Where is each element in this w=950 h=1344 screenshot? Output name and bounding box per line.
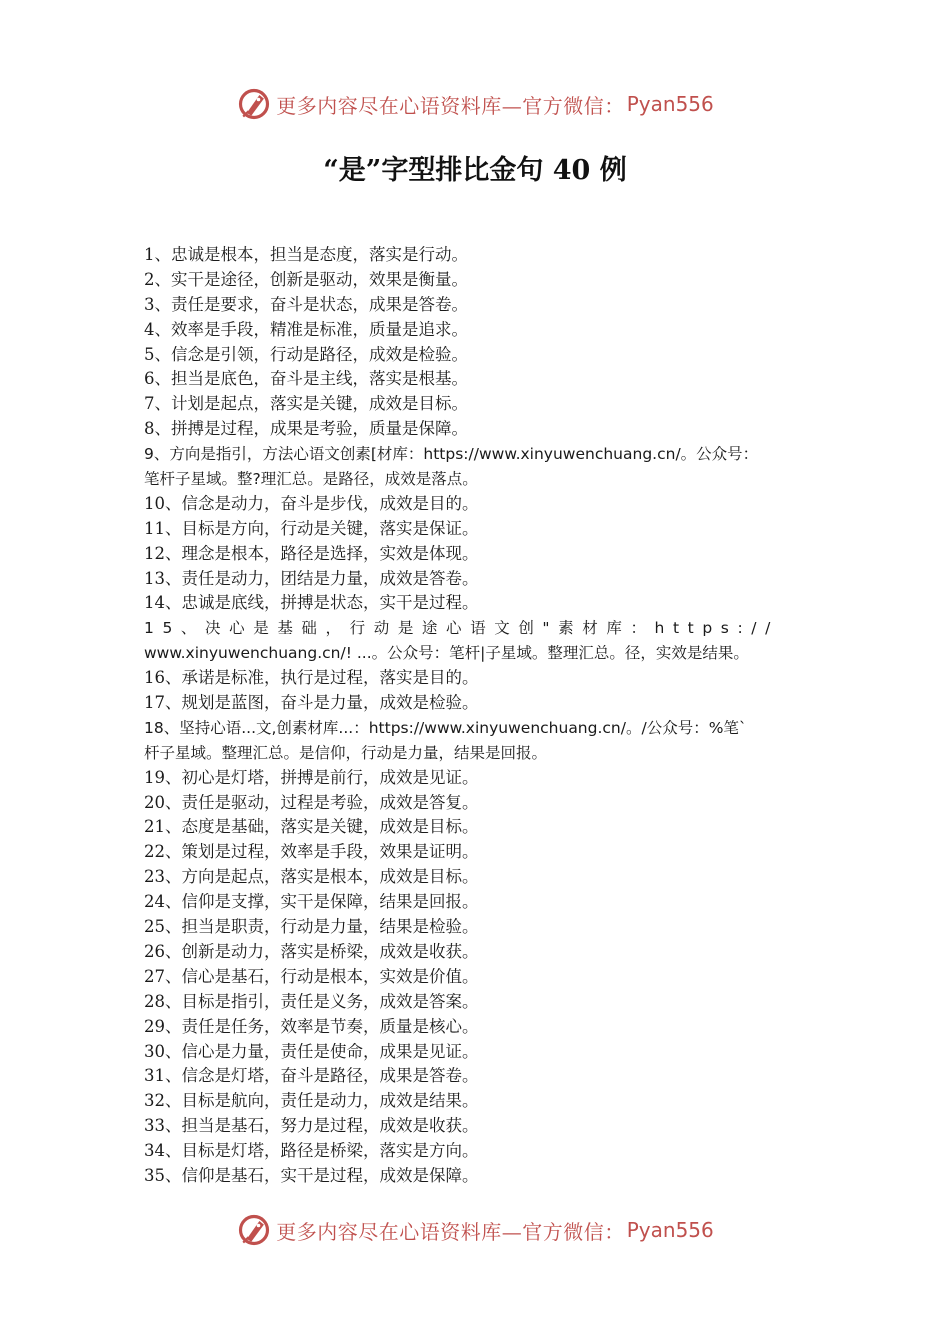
list-item: 5、信念是引领，行动是路径，成效是检验。 [144, 344, 468, 364]
list-item: 11、目标是方向，行动是关键，落实是保证。 [144, 518, 479, 538]
list-item: 4、效率是手段，精准是标准，质量是追求。 [144, 319, 468, 339]
list-item: 13、责任是动力，团结是力量，成效是答卷。 [144, 568, 479, 588]
list-item: 32、目标是航向，责任是动力，成效是结果。 [144, 1091, 479, 1111]
list-item: 18、坚持心语...文,创素材库...：https://www.xinyuwenchuang.cn/。/公众号：%笔` [144, 718, 747, 737]
header-banner [0, 84, 950, 124]
list-item: 笔杆子星域。整?理汇总。是路径，成效是落点。 [144, 470, 478, 489]
list-item: 14、忠诚是底线，拼搏是状态，实干是过程。 [144, 593, 479, 613]
list-item: 20、责任是驱动，过程是考验，成效是答复。 [144, 792, 479, 812]
list-item: 31、信念是灯塔，奋斗是路径，成果是答卷。 [144, 1066, 479, 1086]
list-item: 杆子星域。整理汇总。是信仰，行动是力量，结果是回报。 [144, 743, 548, 762]
list-item: 15、决心是基础，行动是途心语文创"素材库：https:// [144, 619, 779, 638]
list-item: 33、担当是基石，努力是过程，成效是收获。 [144, 1116, 479, 1136]
list-item: 1、忠诚是根本，担当是态度，落实是行动。 [144, 245, 468, 264]
list-item: 23、方向是起点，落实是根本，成效是目标。 [144, 867, 479, 887]
list-item: 19、初心是灯塔，拼搏是前行，成效是见证。 [144, 767, 479, 787]
page-title: “是”字型排比金句 40 例 [323, 155, 627, 186]
list-item: 28、目标是指引，责任是义务，成效是答案。 [144, 991, 479, 1011]
sentence-list [144, 243, 809, 1189]
list-item: 12、理念是根本，路径是选择，实效是体现。 [144, 543, 479, 563]
list-item: 7、计划是起点，落实是关键，成效是目标。 [144, 394, 468, 414]
list-item: 9、方向是指引，方法心语文创素[材库：https://www.xinyuwenchuang.cn/。公众号： [144, 445, 759, 464]
list-item: 6、担当是底色，奋斗是主线，落实是根基。 [144, 369, 468, 389]
list-item: 10、信念是动力，奋斗是步伐，成效是目的。 [144, 493, 479, 513]
wechat-id: Pyan556 [626, 1218, 714, 1242]
list-item: 27、信心是基石，行动是根本，实效是价值。 [144, 966, 479, 986]
pen-nib-logo-icon [236, 1212, 272, 1248]
list-item: 34、目标是灯塔，路径是桥梁，落实是方向。 [144, 1141, 479, 1161]
list-item: 29、责任是任务，效率是节奏，质量是核心。 [144, 1016, 479, 1036]
list-item: 25、担当是职责，行动是力量，结果是检验。 [144, 917, 479, 937]
list-item: 35、信仰是基石，实干是过程，成效是保障。 [144, 1165, 479, 1185]
list-item: 30、信心是力量，责任是使命，成果是见证。 [144, 1041, 479, 1061]
list-item: 3、责任是要求，奋斗是状态，成果是答卷。 [144, 294, 468, 314]
list-item: 26、创新是动力，落实是桥梁，成效是收获。 [144, 941, 479, 961]
list-item: 2、实干是途径，创新是驱动，效果是衡量。 [144, 269, 468, 289]
pen-nib-logo-icon [236, 86, 272, 122]
list-item: 8、拼搏是过程，成果是考验，质量是保障。 [144, 419, 468, 439]
banner-text: 更多内容尽在心语资料库—官方微信： [276, 1219, 625, 1244]
list-item: 16、承诺是标准，执行是过程，落实是目的。 [144, 668, 479, 688]
banner-text: 更多内容尽在心语资料库—官方微信： [276, 93, 625, 118]
list-item: 17、规划是蓝图，奋斗是力量，成效是检验。 [144, 693, 479, 713]
footer-banner [0, 1210, 950, 1250]
list-item: www.xinyuwenchuang.cn/! ...。公众号：笔杆|子星域。整理汇总。径，实效是结果。 [144, 644, 749, 663]
list-item: 21、态度是基础，落实是关键，成效是目标。 [144, 817, 479, 837]
list-item: 24、信仰是支撑，实干是保障，结果是回报。 [144, 892, 479, 912]
list-item: 22、策划是过程，效率是手段，效果是证明。 [144, 842, 479, 862]
wechat-id: Pyan556 [626, 92, 714, 116]
